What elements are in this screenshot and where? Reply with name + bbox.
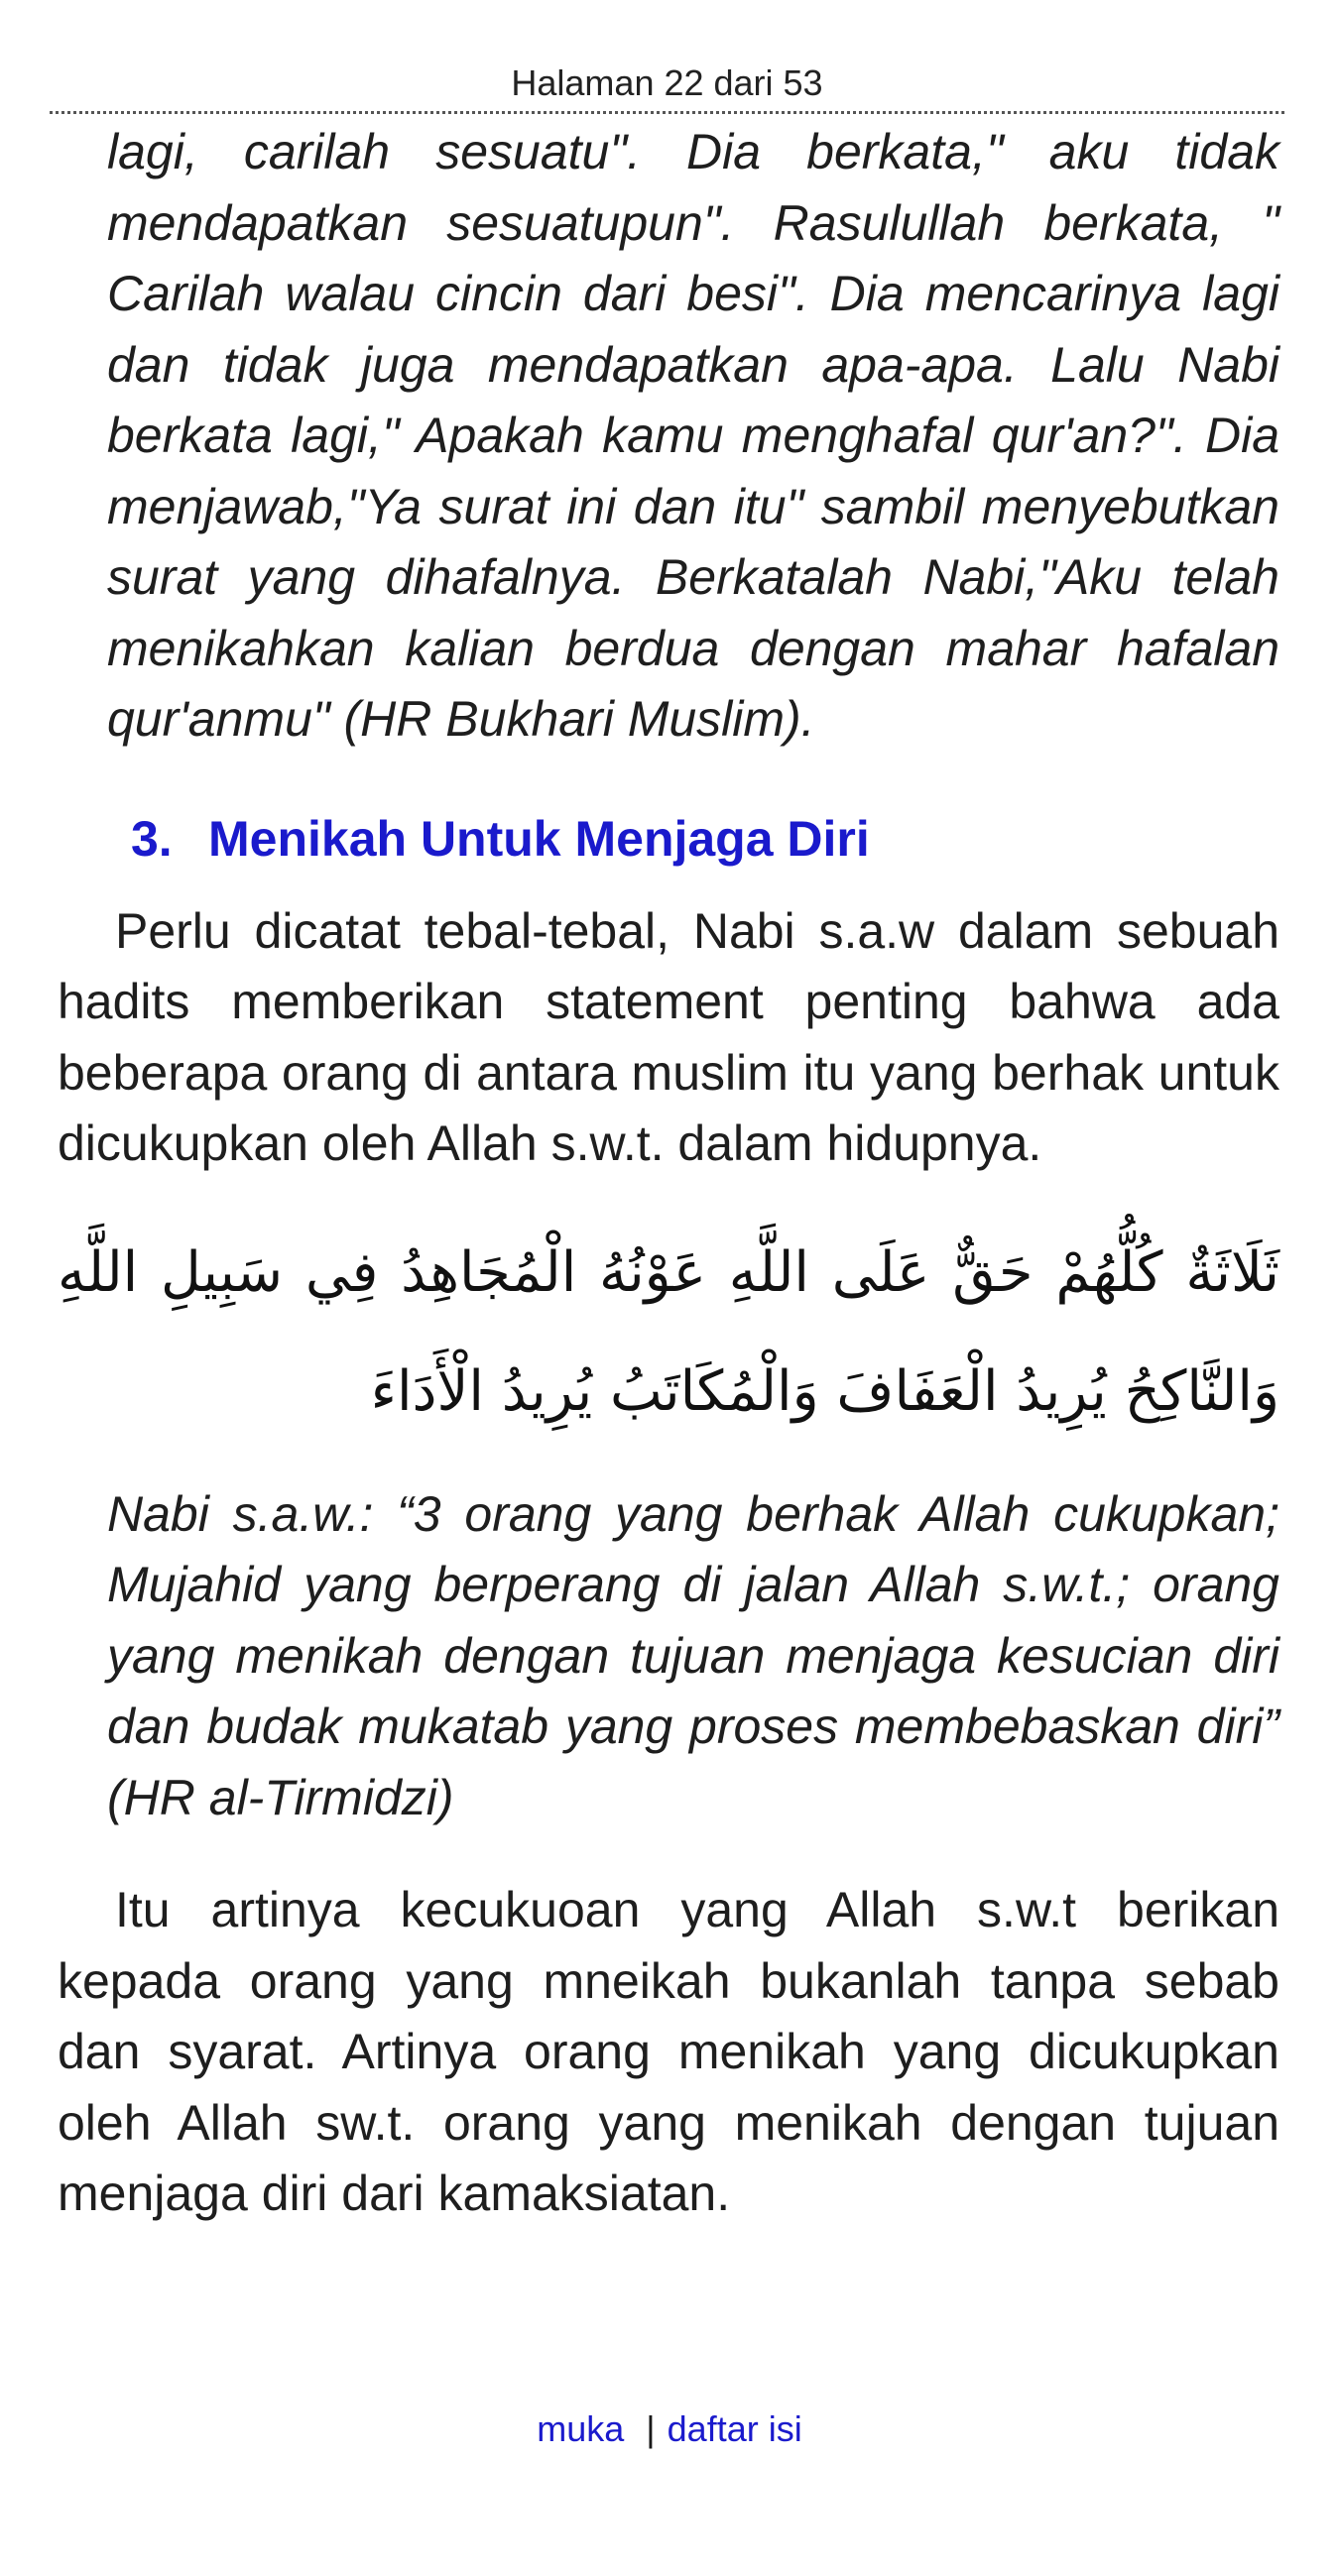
nav-separator: | [646,2408,656,2449]
hadith-quote-continuation: lagi, carilah sesuatu". Dia berkata," aku tidak mendapatkan sesuatupun". Rasulullah berkata, " Carilah walau cincin dari besi". Dia mencarinya lagi dan tidak juga mendapatkan apa-apa. Lalu Nabi berkata lagi," Apakah kamu menghafal qur'an?". Dia menjawab,"Ya surat ini dan itu" sambil menyebutkan surat yang dihafalnya. Berkatalah Nabi,"Aku telah menikahkan kalian berdua dengan mahar hafalan qur'anmu" (HR Bukhari Muslim). [107,124,1279,747]
section-title: Menikah Untuk Menjaga Diri [208,810,870,867]
body-paragraph: Itu artinya kecukuoan yang Allah s.w.t berikan kepada orang yang mneikah bukanlah tanpa sebab dan syarat. Artinya orang menikah yang dicukupkan oleh Allah sw.t. orang yang menikah dengan tujuan menjaga diri dari kamaksiatan. [58,1882,1279,2221]
header-divider [50,111,1284,114]
section-number: 3. [131,810,173,867]
table-of-contents-link[interactable]: daftar isi [667,2408,802,2449]
arabic-hadith-text: ثَلَاثَةٌ كُلُّهُمْ حَقٌّ عَلَى اللَّهِ عَوْنُهُ الْمُجَاهِدُ فِي سَبِيلِ اللَّهِ وَالنَّاكِحُ يُرِيدُ الْعَفَافَ وَالْمُكَاتَبُ يُرِيدُ الْأَدَاءَ [58,1239,1279,1424]
body-paragraph: Perlu dicatat tebal-tebal, Nabi s.a.w dalam sebuah hadits memberikan statement penting bahwa ada beberapa orang di antara muslim itu yang berhak untuk dicukupkan oleh Allah s.w.t. dalam hidupnya. [58,902,1279,1171]
section-heading [131,795,1279,882]
hadith-translation: Nabi s.a.w.: “3 orang yang berhak Allah cukupkan; Mujahid yang berperang di jalan Allah s.w.t.; orang yang menikah dengan tujuan menjaga kesucian diri dan budak mukatab yang proses membebaskan diri” (HR al-Tirmidzi) [107,1485,1279,1825]
front-page-link[interactable]: muka [537,2408,625,2449]
page-indicator: Halaman 22 dari 53 [511,62,823,103]
page-content [58,117,1279,2230]
footer-navigation [0,2400,1339,2459]
